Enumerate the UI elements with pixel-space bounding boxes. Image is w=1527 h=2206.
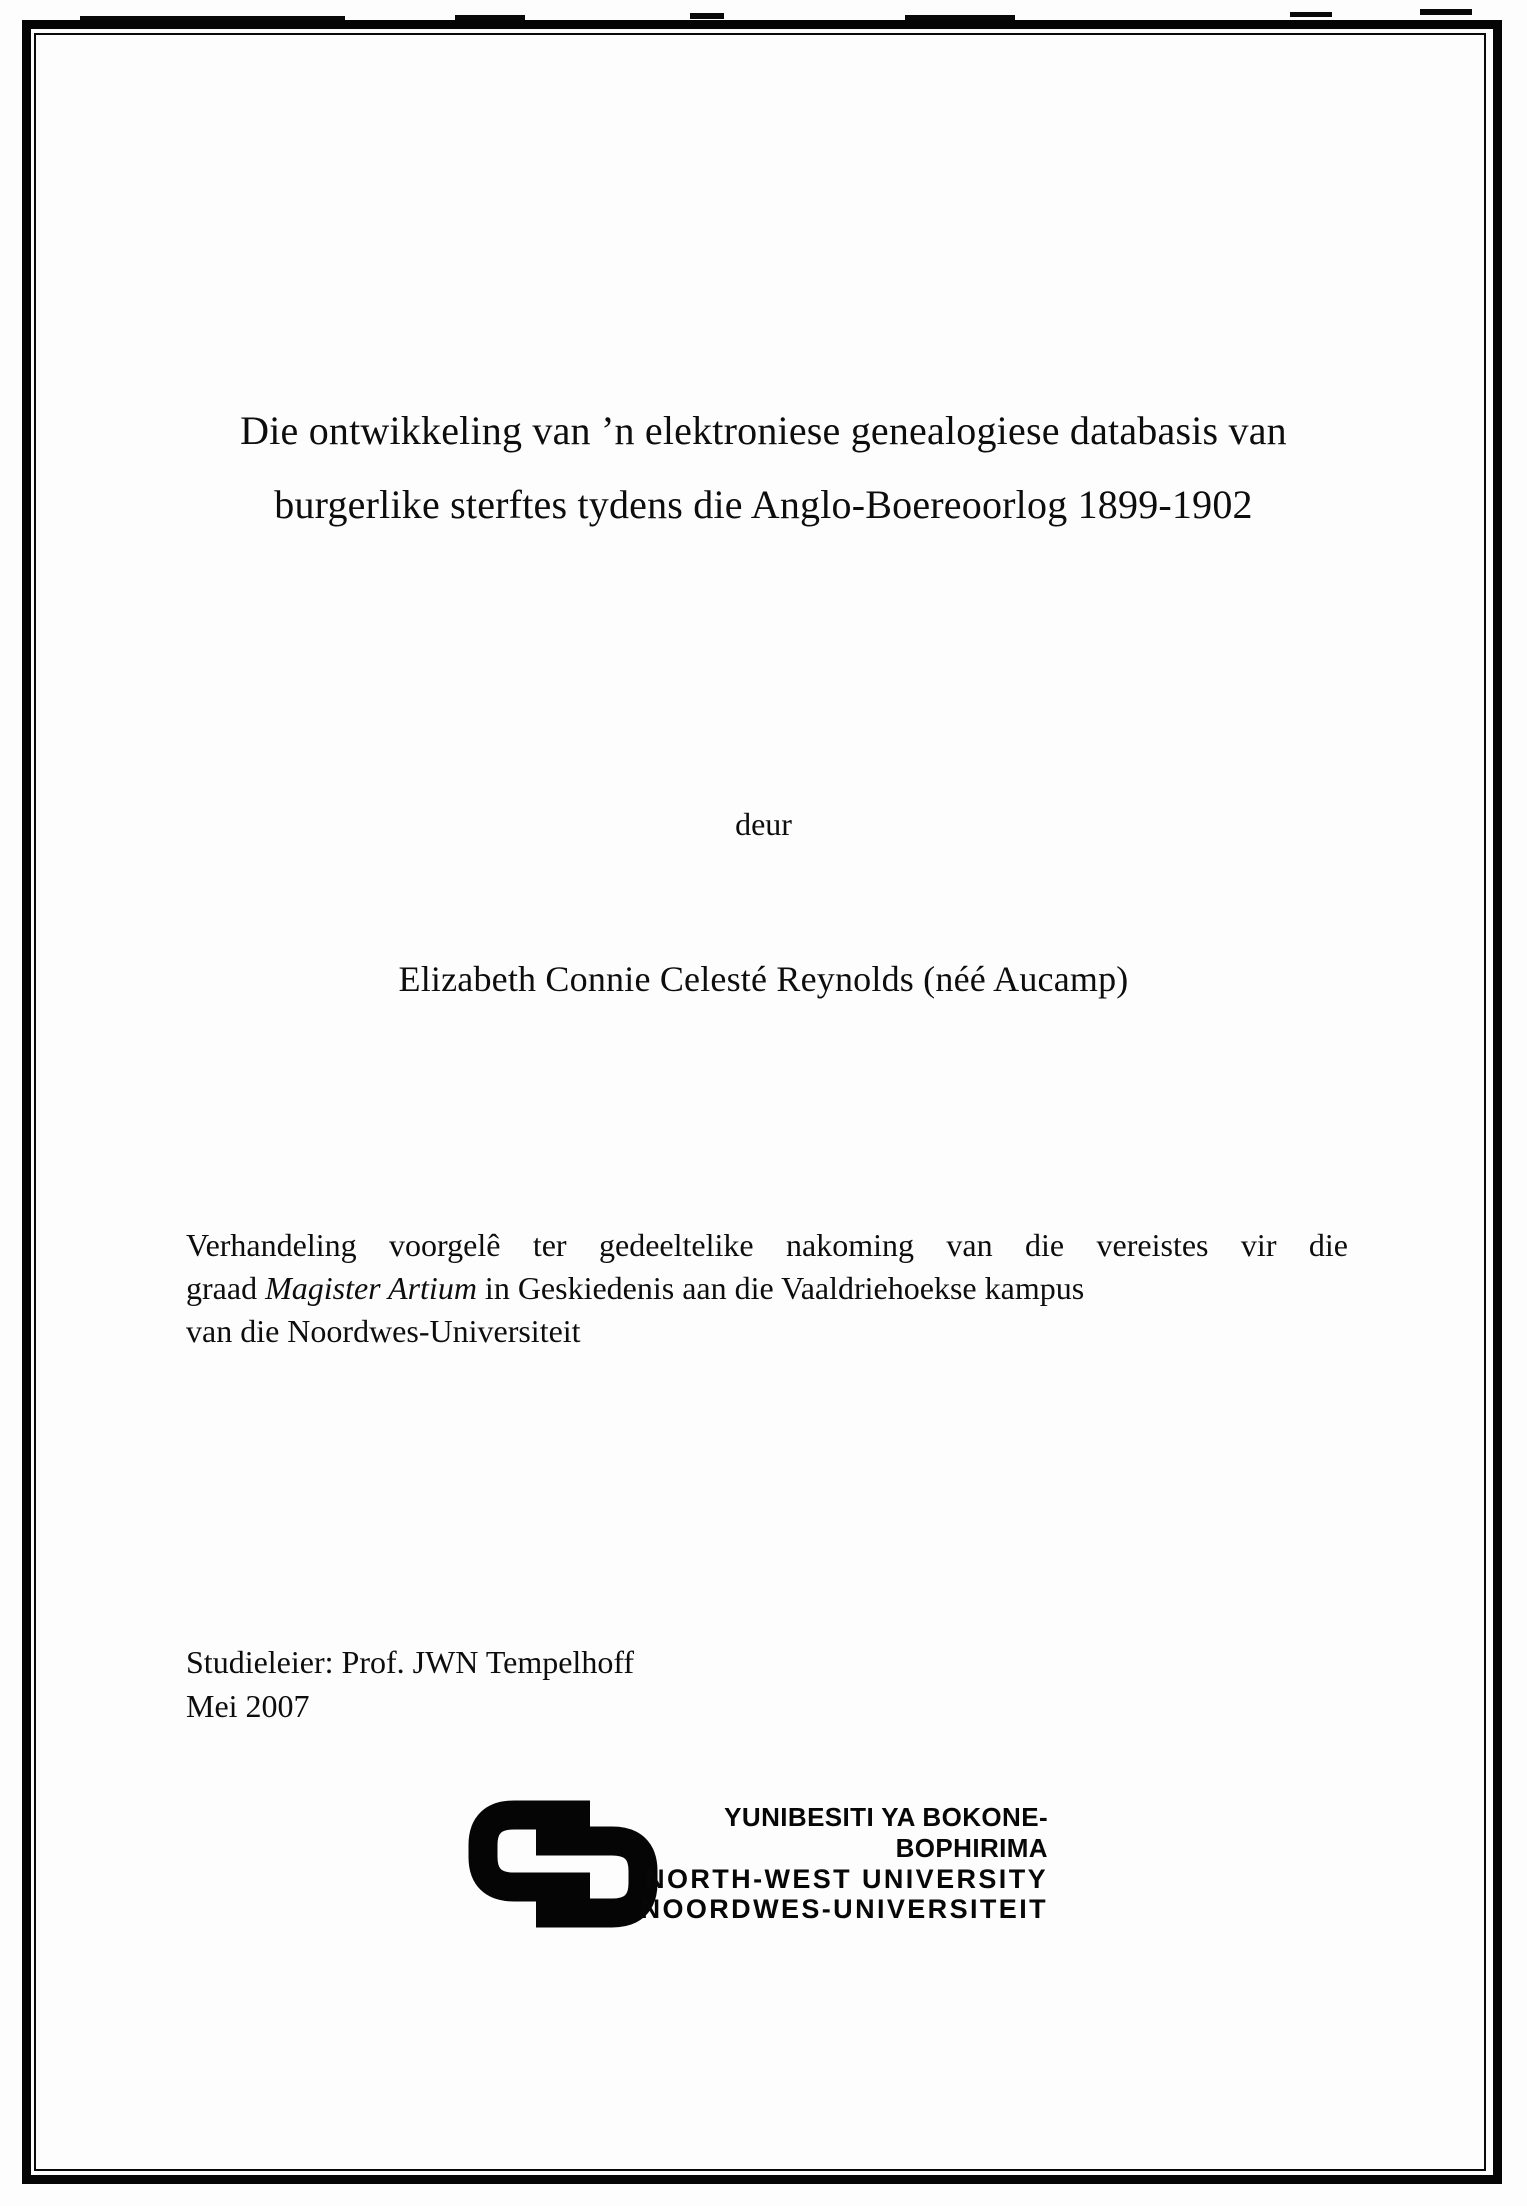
nwu-logo-text-line2: NORTH-WEST UNIVERSITY bbox=[645, 1864, 1048, 1894]
thesis-title bbox=[40, 394, 1487, 542]
scan-artifact bbox=[1290, 12, 1332, 17]
statement-line1: Verhandeling voorgelê ter gedeeltelike nakoming van die vereistes vir die bbox=[186, 1227, 1348, 1263]
statement-line2-degree: Magister Artium bbox=[265, 1270, 477, 1306]
supervisor-line: Studieleier: Prof. JWN Tempelhoff bbox=[186, 1644, 635, 1680]
nwu-logo-text-line1: YUNIBESITI YA BOKONE-BOPHIRIMA bbox=[724, 1802, 1048, 1863]
degree-statement bbox=[186, 1224, 1348, 1353]
statement-line2-suffix: in Geskiedenis aan die Vaaldriehoekse kampus bbox=[476, 1270, 1085, 1306]
nwu-logo bbox=[468, 1798, 1068, 1933]
statement-line2 bbox=[186, 1267, 1348, 1310]
author-name: Elizabeth Connie Celesté Reynolds (néé Aucamp) bbox=[398, 959, 1129, 999]
nwu-logo-text-line3: NOORDWES-UNIVERSITEIT bbox=[640, 1894, 1048, 1924]
statement-line2-prefix: graad bbox=[186, 1270, 266, 1306]
byline-label: deur bbox=[735, 806, 792, 842]
thesis-title-line1: Die ontwikkeling van ’n elektroniese genealogiese databasis van bbox=[240, 408, 1287, 453]
nwu-logo-text bbox=[611, 1802, 1048, 1924]
thesis-title-line2: burgerlike sterftes tydens die Anglo-Boereoorlog 1899-1902 bbox=[274, 482, 1253, 527]
scan-artifact bbox=[690, 13, 724, 19]
scan-artifact bbox=[1420, 9, 1472, 15]
supervisor-block bbox=[186, 1640, 634, 1728]
date-line: Mei 2007 bbox=[186, 1688, 310, 1724]
statement-line3: van die Noordwes-Universiteit bbox=[186, 1313, 581, 1349]
